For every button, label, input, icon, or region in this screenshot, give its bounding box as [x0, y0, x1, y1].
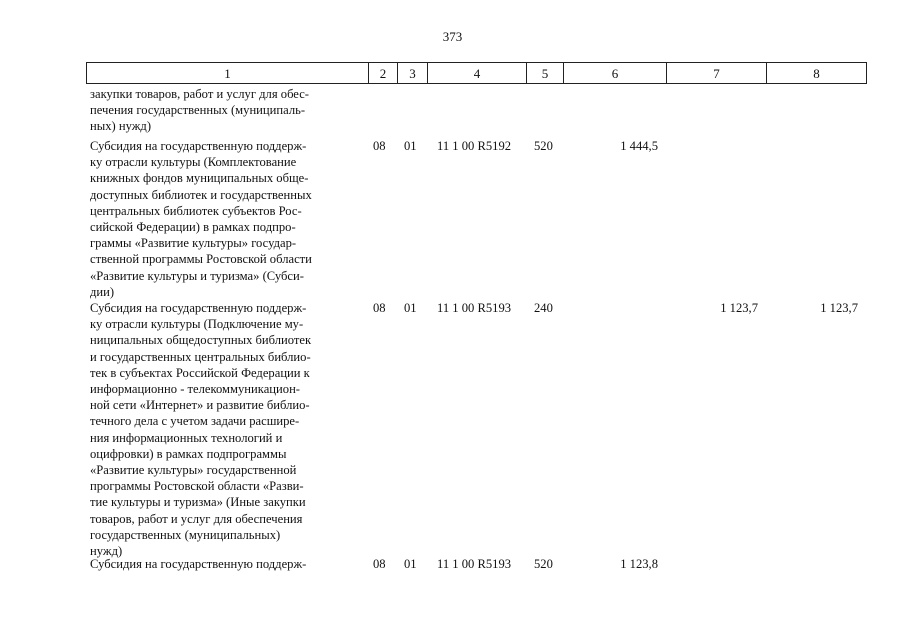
cell-amount-6: 1 123,8 [620, 557, 658, 571]
row-description [90, 300, 360, 559]
description-line: книжных фондов муниципальных обще- [90, 171, 309, 186]
cell-amount-8: 1 123,7 [820, 301, 858, 315]
cell-expense-type: 520 [534, 557, 553, 571]
column-header-1: 1 [87, 63, 369, 84]
description-line: доступных библиотек и государственных [90, 187, 312, 202]
description-line: дии) [90, 284, 115, 299]
cell-subsection: 01 [404, 139, 417, 153]
column-header-4: 4 [428, 63, 527, 84]
cell-subsection: 01 [404, 301, 417, 315]
table-header [86, 62, 867, 84]
cell-expense-type: 240 [534, 301, 553, 315]
column-header-3: 3 [398, 63, 428, 84]
cell-target-article: 11 1 00 R5193 [437, 301, 512, 315]
column-header-6: 6 [564, 63, 667, 84]
description-line: оцифровки) в рамках подпрограммы [90, 446, 287, 461]
description-line: программы Ростовской области «Разви- [90, 479, 304, 494]
description-line: сийской Федерации) в рамках подпро- [90, 220, 296, 235]
row-description [90, 86, 360, 135]
description-line: государственных (муниципальных) [90, 527, 281, 542]
cell-target-article: 11 1 00 R5193 [437, 557, 512, 571]
description-line: Субсидия на государственную поддерж- [90, 301, 307, 315]
row-description [90, 138, 360, 300]
column-header-2: 2 [369, 63, 398, 84]
description-line: и государственных центральных библио- [90, 349, 311, 364]
description-line: ку отрасли культуры (Комплектование [90, 155, 297, 170]
description-line: Субсидия на государственную поддерж- [90, 557, 307, 571]
description-line: печения государственных (муниципаль- [90, 103, 306, 118]
description-line: ниципальных общедоступных библиотек [90, 333, 312, 348]
description-line: течного дела с учетом задачи расшире- [90, 414, 300, 429]
cell-subsection: 01 [404, 557, 417, 571]
description-line: тие культуры и туризма» (Иные закупки [90, 495, 306, 510]
description-line: «Развитие культуры и туризма» (Субси- [90, 268, 304, 283]
cell-section: 08 [373, 557, 386, 571]
cell-target-article: 11 1 00 R5192 [437, 139, 512, 153]
description-line: «Развитие культуры» государственной [90, 463, 297, 478]
description-line: тек в субъектах Российской Федерации к [90, 365, 310, 380]
description-line: ной сети «Интернет» и развитие библио- [90, 398, 310, 413]
description-line: закупки товаров, работ и услуг для обес- [90, 87, 309, 101]
description-line: товаров, работ и услуг для обеспечения [90, 511, 303, 526]
column-header-7: 7 [667, 63, 767, 84]
description-line: ку отрасли культуры (Подключение му- [90, 317, 304, 332]
cell-amount-6: 1 444,5 [620, 139, 658, 153]
column-header-8: 8 [767, 63, 867, 84]
cell-section: 08 [373, 301, 386, 315]
description-line: нужд) [90, 544, 123, 559]
description-line: центральных библиотек субъектов Рос- [90, 203, 302, 218]
description-line: граммы «Развитие культуры» государ- [90, 236, 297, 251]
description-line: информационно - телекоммуникацион- [90, 382, 301, 397]
page-number: 373 [442, 29, 463, 44]
description-line: ственной программы Ростовской области [90, 252, 312, 267]
description-line: ния информационных технологий и [90, 430, 283, 445]
column-header-5: 5 [527, 63, 564, 84]
row-description [90, 556, 360, 572]
cell-section: 08 [373, 139, 386, 153]
description-line: Субсидия на государственную поддерж- [90, 139, 307, 153]
cell-expense-type: 520 [534, 139, 553, 153]
description-line: ных) нужд) [90, 119, 152, 134]
cell-amount-7: 1 123,7 [720, 301, 758, 315]
